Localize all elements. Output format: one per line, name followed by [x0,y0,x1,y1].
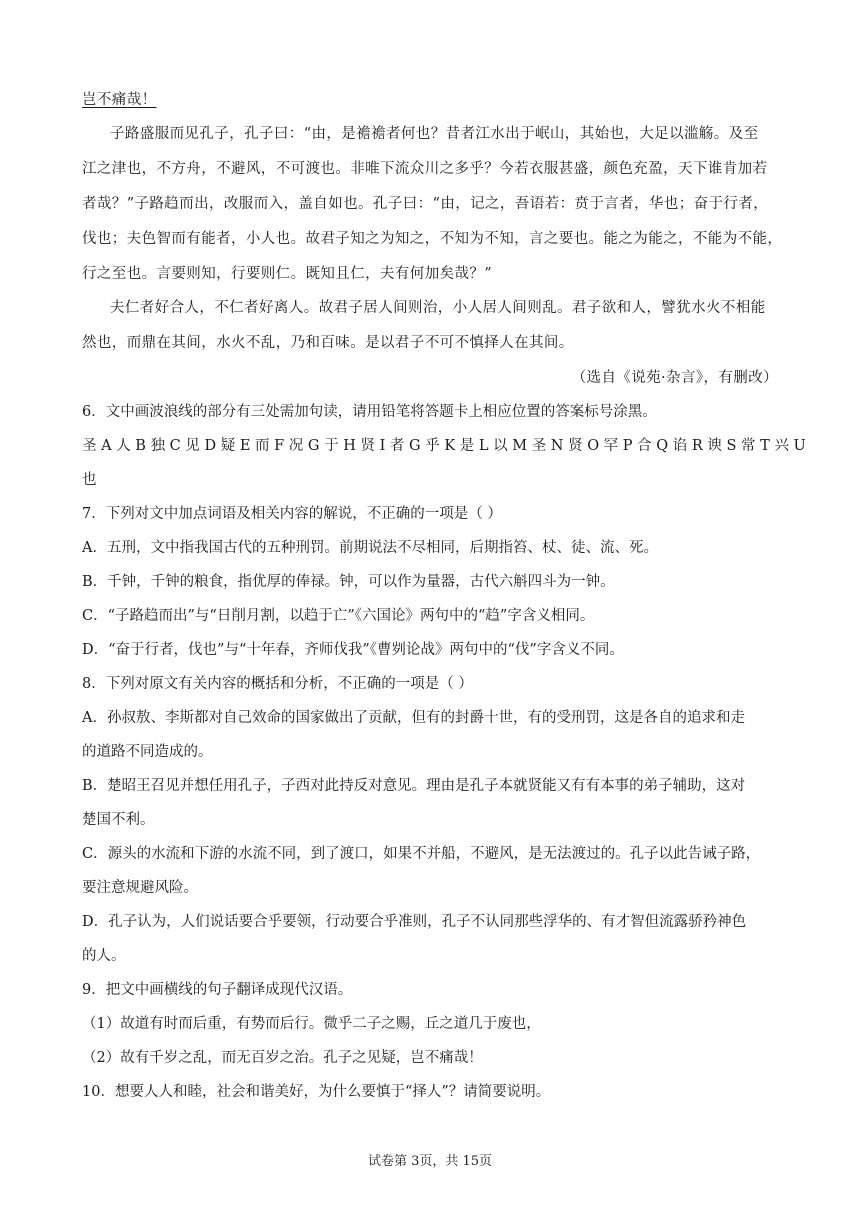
page-footer: 试卷第 3页，共 15页 [367,1154,493,1169]
passage-para1-line: 者哉？”子路趋而出，改服而入，盖自如也。孔子曰：“由，记之，吾语若：贲于言者，华也；奋于行者， [82,196,769,212]
passage-line-0: 岂不痛哉！ [82,92,157,108]
question-9-sentence-2: （2）故有千岁之乱，而无百岁之治。孔子之见疑，岂不痛哉！ [82,1050,483,1066]
question-6-options: 圣 A 人 B 独 C 见 D 疑 E 而 F 况 G 于 H 贤 I 者 G 乎 K 是 L 以 M 圣 N 贤 O 罕 P 合 Q 谄 R 谀 S 常 T 兴 U [82,438,806,454]
question-7-option-b: B．千钟，千钟的粮食，指优厚的俸禄。钟，可以作为量器，古代六斛四斗为一钟。 [82,574,615,590]
question-8-option-c: C．源头的水流和下游的水流不同，到了渡口，如果不并船，不避风，是无法渡过的。孔子以此告诫子路， [82,846,761,862]
question-8-stem: 8．下列对原文有关内容的概括和分析，不正确的一项是（ ） [82,676,473,692]
passage-para1-line: 江之津也，不方舟，不避风，不可渡也。非唯下流众川之多乎？今若衣服甚盛，颜色充盈，天下谁肯加若 [82,161,768,177]
question-8-option-a-cont: 的道路不同造成的。 [82,744,213,760]
passage-source: （选自《说苑·杂言》，有删改） [571,370,778,386]
question-9-stem: 9．把文中画横线的句子翻译成现代汉语。 [82,982,353,998]
question-8-option-b-cont: 楚国不利。 [82,812,155,828]
question-6-stem: 6．文中画波浪线的部分有三处需加句读，请用铅笔将答题卡上相应位置的答案标号涂黑。 [82,404,657,420]
question-8-option-a: A．孙叔敖、李斯都对自己效命的国家做出了贡献，但有的封爵十世，有的受刑罚，这是各自的追求和走 [82,710,745,726]
question-8-option-b: B．楚昭王召见并想任用孔子，子西对此持反对意见。理由是孔子本就贤能又有有本事的弟子辅助，这对 [82,778,746,794]
passage-para2-line: 然也，而鼎在其间，水火不乱，乃和百味。是以君子不可不慎择人在其间。 [82,335,574,351]
question-8-option-d-cont: 的人。 [82,948,126,964]
question-6-options-cont: 也 [82,472,97,488]
question-10-stem: 10．想要人人和睦，社会和谐美好，为什么要慎于“择人”？请简要说明。 [82,1084,551,1100]
question-7-option-c: C．“子路趋而出”与“日削月割，以趋于亡”《六国论》两句中的“趋”字含义相同。 [82,608,595,624]
passage-para1-line: 行之至也。言要则知，行要则仁。既知且仁，夫有何加矣哉？” [82,266,493,282]
question-8-option-c-cont: 要注意规避风险。 [82,880,198,896]
question-7-option-a: A．五刑，文中指我国古代的五种刑罚。前期说法不尽相同，后期指笞、杖、徒、流、死。 [82,540,658,556]
question-9-sentence-1: （1）故道有时而后重，有势而后行。微乎二子之赐，丘之道几于废也， [82,1016,541,1032]
question-7-option-d: D．“奋于行者，伐也”与“十年春，齐师伐我”《曹刿论战》两句中的“伐”字含义不同。 [82,642,624,658]
passage-para1-line: 伐也；夫色智而有能者，小人也。故君子知之为知之，不知为不知，言之要也。能之为能之，不能为不能， [82,231,783,247]
passage-para1-line: 子路盛服而见孔子，孔子曰：“由，是襜襜者何也？昔者江水出于岷山，其始也，大足以滥觞。及至 [110,126,759,142]
passage-para2-line: 夫仁者好合人，不仁者好离人。故君子居人间则治，小人居人间则乱。君子欲和人，譬犹水火不相能 [110,300,766,316]
question-7-stem: 7．下列对文中加点词语及相关内容的解说，不正确的一项是（ ） [82,506,502,522]
question-8-option-d: D．孔子认为，人们说话要合乎要领，行动要合乎准则，孔子不认同那些浮华的、有才智但流露骄矜神色 [82,914,747,930]
